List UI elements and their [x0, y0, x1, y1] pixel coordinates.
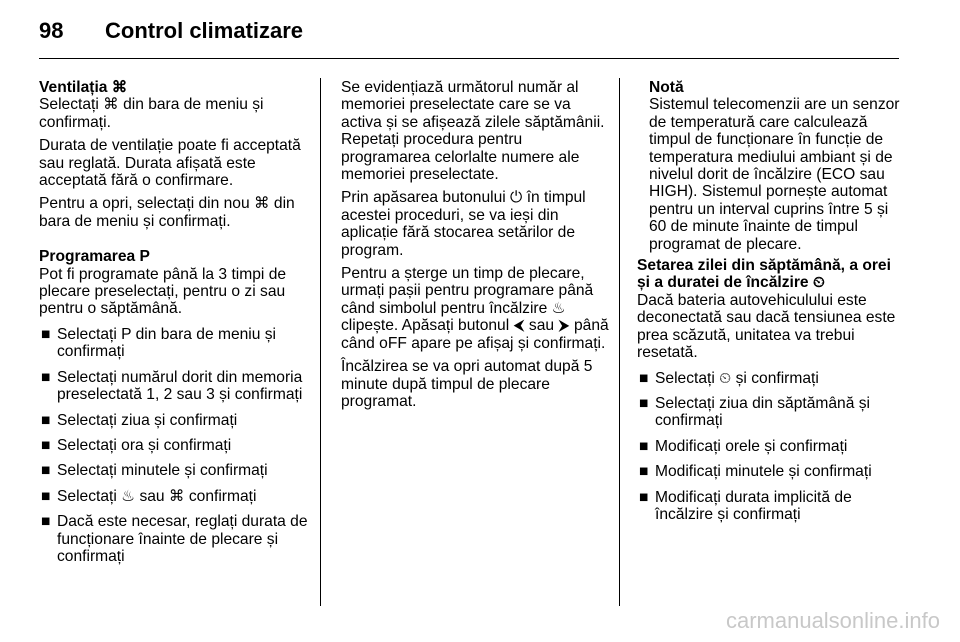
programming-heading: Programarea P: [39, 248, 150, 266]
ventilation-para-2: Durata de ventilație poate fi acceptată sau reglată. Durata afișată este acceptată fără o confirmare.: [39, 137, 301, 190]
list-item: ■ Selectați ♨ sau ⌘ confirmați: [41, 487, 257, 505]
column-3: [637, 79, 905, 531]
setting-para: Dacă bateria autovehiculului este deconectată sau dacă tensiunea este prea scăzută, unitatea va trebui resetată.: [637, 291, 896, 362]
programming-steps: [39, 326, 311, 565]
page-header: [39, 18, 303, 44]
list-item: ■ Selectați ⏲ și confirmați: [639, 369, 819, 387]
ventilation-para-3: Pentru a opri, selectați din nou ⌘ din bara de meniu și confirmați.: [39, 195, 295, 230]
programming-para: Pot fi programate până la 3 timpi de plecare preselectați, pentru o zi sau pentru o săptămână.: [39, 265, 287, 318]
page-number: 98: [39, 18, 64, 43]
column2-para-1: Se evidențiază următorul număr al memoriei preselectate care se va activa și se afișează zilele săptămânii. Repetați procedura pentru programarea celorlalte numere ale memoriei preselectate.: [341, 79, 605, 184]
list-item: ■ Selectați ziua din săptămână și confirmați: [639, 394, 870, 430]
list-item: ■ Selectați ziua și confirmați: [41, 411, 238, 429]
column-1: [39, 79, 311, 573]
column-2: [341, 79, 609, 416]
list-item: ■ Selectați ora și confirmați: [41, 436, 232, 454]
ventilation-heading: Ventilația ⌘: [39, 79, 128, 96]
list-item: ■ Selectați numărul dorit din memoria preselectată 1, 2 sau 3 și confirmați: [41, 368, 303, 404]
setting-steps: [637, 370, 905, 524]
page-title: Control climatizare: [105, 18, 304, 43]
list-item: ■ Selectați P din bara de meniu și confirmați: [41, 325, 277, 361]
column-divider-1: [320, 78, 321, 606]
header-rule: [39, 58, 899, 59]
watermark: carmanualsonline.info: [725, 608, 940, 633]
list-item: ■ Modificați orele și confirmați: [639, 437, 848, 455]
ventilation-para-1: Selectați ⌘ din bara de meniu și confirmați.: [39, 96, 264, 131]
list-item: ■ Dacă este necesar, reglați durata de funcționare înainte de plecare și confirmați: [41, 513, 308, 565]
column2-para-3: Pentru a șterge un timp de plecare, urmați pașii pentru programare până când simbolul pentru încălzire ♨ clipește. Apăsați butonul ⮜ sau ⮞ până când oFF apare pe afișaj și confirmați.: [341, 265, 609, 352]
note-heading: Notă: [649, 79, 684, 96]
list-item: ■ Selectați minutele și confirmați: [41, 462, 268, 480]
column2-para-2: Prin apăsarea butonului ⏻ în timpul acestei proceduri, se va ieși din aplicație fără stocarea setărilor de program.: [341, 189, 586, 259]
note-text: Sistemul telecomenzii are un senzor de temperatură care calculează timpul de funcționare în funcție de temperatura mediului ambiant și de nivelul dorit de încălzire (ECO sau HIGH). Sistemul pornește automat pentru un interval cuprins între 5 și 60 de minute înainte de timpul programat de plecare.: [649, 96, 900, 253]
column2-para-4: Încălzirea se va opri automat după 5 minute după timpul de plecare programat.: [341, 358, 593, 410]
list-item: ■ Modificați minutele și confirmați: [639, 463, 872, 481]
setting-heading: Setarea zilei din săptămână, a orei și a duratei de încălzire ⏲: [637, 257, 891, 292]
column-divider-2: [619, 78, 620, 606]
list-item: ■ Modificați durata implicită de încălzire și confirmați: [639, 488, 852, 523]
